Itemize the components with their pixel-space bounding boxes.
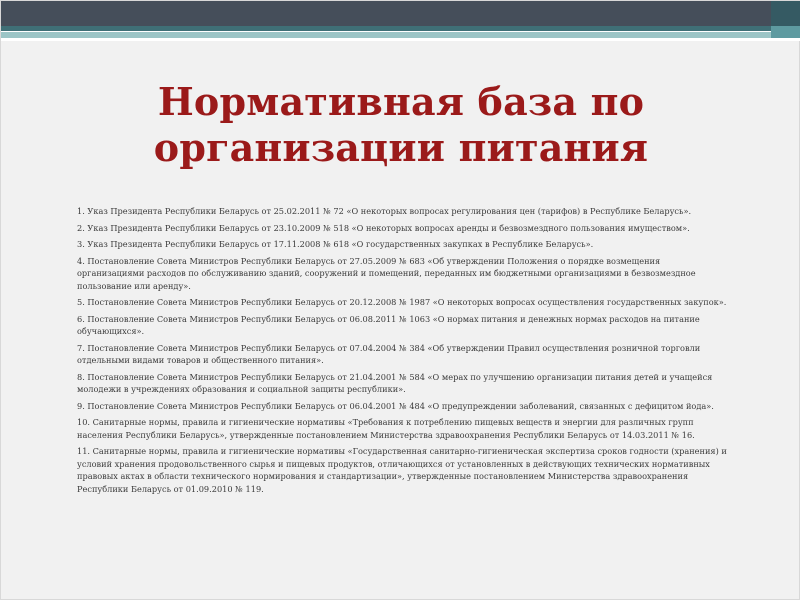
title-line-2: организации питания: [153, 125, 649, 170]
list-item: 10. Санитарные нормы, правила и гигиенические нормативы «Требования к потреблению пищевых веществ и энергии для различных групп населения Республики Беларусь», утвержденные постановлением Министерства здравоохранения Республики Беларусь от 14.03.2011 № 16.: [77, 417, 695, 440]
list-item: 5. Постановление Совета Министров Республики Беларусь от 20.12.2008 № 1987 «О некоторых вопросах осуществления государственных закупок».: [77, 297, 727, 307]
list-item: 8. Постановление Совета Министров Республики Беларусь от 21.04.2001 № 584 «О мерах по улучшению организации питания детей и учащейся молодежи в учреждениях образования и социальной защиты республики».: [77, 371, 713, 394]
slide-title: [61, 79, 741, 171]
header-corner-dark: [771, 1, 800, 26]
header-stripe-teal-dark: [1, 26, 771, 31]
list-item: 11. Санитарные нормы, правила и гигиенические нормативы «Государственная санитарно-гигиеническая экспертиза сроков годности (хранения) и условий хранения продовольственного сырья и пищевых продуктов, отличающихся от установленных в действующих технических нормативных правовых актах в области технического нормирования и стандартизации», утвержденные постановлением Министерства здравоохранения Республики Беларусь от 01.09.2010 № 119.: [77, 446, 727, 494]
list-item: 4. Постановление Совета Министров Республики Беларусь от 27.05.2009 № 683 «Об утверждении Положения о порядке возмещения организациями расходов по обслуживанию зданий, сооружений и помещений, переданных им бюджетными организациями в безвозмездное пользование или аренду».: [77, 255, 696, 291]
title-line-1: Нормативная база по: [157, 79, 645, 124]
header-stripe-dark: [1, 1, 771, 26]
list-item: 2. Указ Президента Республики Беларусь от 23.10.2009 № 518 «О некоторых вопросах аренды и безвозмездного пользования имуществом».: [77, 222, 690, 233]
list-item: 6. Постановление Совета Министров Республики Беларусь от 06.08.2011 № 1063 «О нормах питания и денежных нормах расходов на питание обучающихся».: [77, 313, 700, 336]
list-item: 7. Постановление Совета Министров Республики Беларусь от 07.04.2004 № 384 «Об утверждении Правил осуществления розничной торговли отдельными видами товаров и общественного питания».: [77, 342, 701, 365]
list-item: 9. Постановление Совета Министров Республики Беларусь от 06.04.2001 № 484 «О предупреждении заболеваний, связанных с дефицитом йода».: [77, 400, 714, 411]
list-item: 3. Указ Президента Республики Беларусь от 17.11.2008 № 618 «О государственных закупках в Республике Беларусь».: [77, 239, 594, 249]
decorative-header-bar: [1, 1, 800, 41]
list-item: 1. Указ Президента Республики Беларусь от 25.02.2011 № 72 «О некоторых вопросах регулирования цен (тарифов) в Республике Беларусь».: [77, 206, 692, 216]
legal-acts-list: [77, 205, 729, 499]
header-stripe-teal: [1, 32, 771, 38]
